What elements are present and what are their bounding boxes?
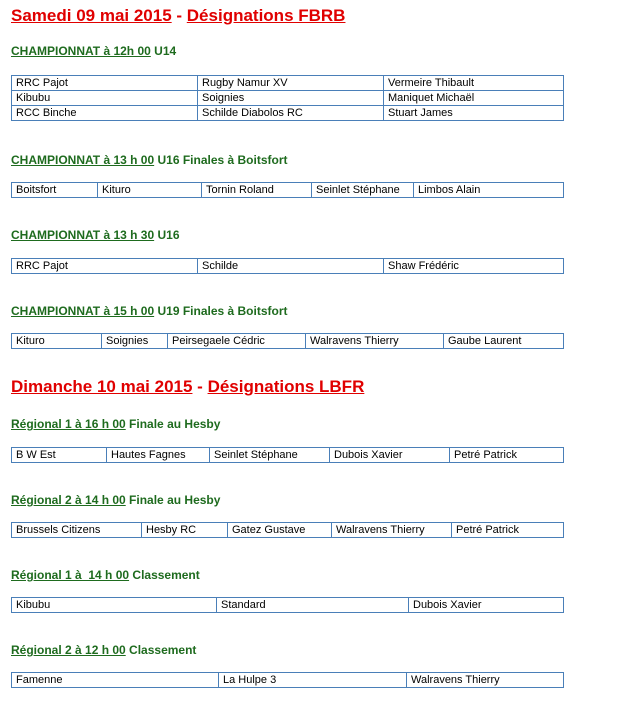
referee: Stuart James [384,106,564,121]
day2-title [11,377,364,397]
day1-date: Samedi 09 mai 2015 [11,6,172,25]
referee: Tornin Roland [202,183,312,198]
referee: Gatez Gustave [228,523,332,538]
heading-category: Finale au Hesby [125,417,221,431]
referee: Seinlet Stéphane [210,448,330,463]
day1-separator: - [171,6,187,25]
assistant-referee: Petré Patrick [450,448,564,463]
team-away: Standard [217,598,409,613]
referee: Walravens Thierry [407,673,564,688]
day2-label: Désignations LBFR [207,377,365,396]
table-row [12,106,564,121]
section-heading-u19-finals [11,304,288,318]
match-table-regional1-classement [11,597,564,613]
match-table-u16-finals [11,182,564,198]
team-home: Brussels Citizens [12,523,142,538]
team-away: Hesby RC [142,523,228,538]
section-heading-regional2-classement [11,643,196,657]
heading-time: CHAMPIONNAT à 15 h 00 [11,304,155,318]
section-heading-regional1-classement [11,568,200,582]
team-away: Rugby Namur XV [198,76,384,91]
team-home: Famenne [12,673,219,688]
referee: Dubois Xavier [409,598,564,613]
referee: Maniquet Michaël [384,91,564,106]
team-away: Hautes Fagnes [107,448,210,463]
team-home: Boitsfort [12,183,98,198]
heading-time: Régional 1 à 16 h 00 [11,417,126,431]
team-home: Kibubu [12,91,198,106]
heading-category: U16 [154,228,180,242]
section-heading-u14 [11,44,176,58]
match-table-u19-finals [11,333,564,349]
heading-time: CHAMPIONNAT à 13 h 00 [11,153,155,167]
team-home: RRC Pajot [12,259,198,274]
section-heading-u16-finals [11,153,288,167]
match-table-regional1-final [11,447,564,463]
table-row [12,598,564,613]
team-away: Schilde Diabolos RC [198,106,384,121]
table-row [12,334,564,349]
table-row [12,91,564,106]
table-row [12,673,564,688]
team-away: Kituro [98,183,202,198]
assistant-referee: Walravens Thierry [332,523,452,538]
referee: Shaw Frédéric [384,259,564,274]
referee: Vermeire Thibault [384,76,564,91]
match-table-regional2-classement [11,672,564,688]
team-away: Schilde [198,259,384,274]
heading-category: U14 [150,44,177,58]
assistant-referee: Gaube Laurent [444,334,564,349]
match-table-regional2-final [11,522,564,538]
heading-category: Finale au Hesby [125,493,221,507]
assistant-referee: Walravens Thierry [306,334,444,349]
referee: Peirsegaele Cédric [168,334,306,349]
team-away: Soignies [198,91,384,106]
table-row [12,523,564,538]
team-home: Kibubu [12,598,217,613]
heading-time: Régional 2 à 12 h 00 [11,643,126,657]
day2-separator: - [192,377,208,396]
table-row [12,76,564,91]
heading-category: Classement [125,643,197,657]
table-row [12,183,564,198]
heading-category: U16 Finales à Boitsfort [154,153,288,167]
section-heading-regional2-final [11,493,220,507]
assistant-referee: Petré Patrick [452,523,564,538]
heading-category: U19 Finales à Boitsfort [154,304,288,318]
team-home: Kituro [12,334,102,349]
team-away: Soignies [102,334,168,349]
assistant-referee: Seinlet Stéphane [312,183,414,198]
match-table-u16 [11,258,564,274]
heading-time: Régional 2 à 14 h 00 [11,493,126,507]
section-heading-u16 [11,228,180,242]
heading-time: CHAMPIONNAT à 13 h 30 [11,228,155,242]
team-home: B W Est [12,448,107,463]
section-heading-regional1-final [11,417,220,431]
day1-label: Désignations FBRB [186,6,346,25]
day2-date: Dimanche 10 mai 2015 [11,377,193,396]
table-row [12,448,564,463]
heading-category: Classement [129,568,200,582]
assistant-referee: Dubois Xavier [330,448,450,463]
team-home: RCC Binche [12,106,198,121]
heading-time: Régional 1 à 14 h 00 [11,568,130,582]
team-home: RRC Pajot [12,76,198,91]
match-table-u14 [11,75,564,121]
table-row [12,259,564,274]
assistant-referee: Limbos Alain [414,183,564,198]
heading-time: CHAMPIONNAT à 12h 00 [11,44,151,58]
team-away: La Hulpe 3 [219,673,407,688]
day1-title [11,6,345,26]
